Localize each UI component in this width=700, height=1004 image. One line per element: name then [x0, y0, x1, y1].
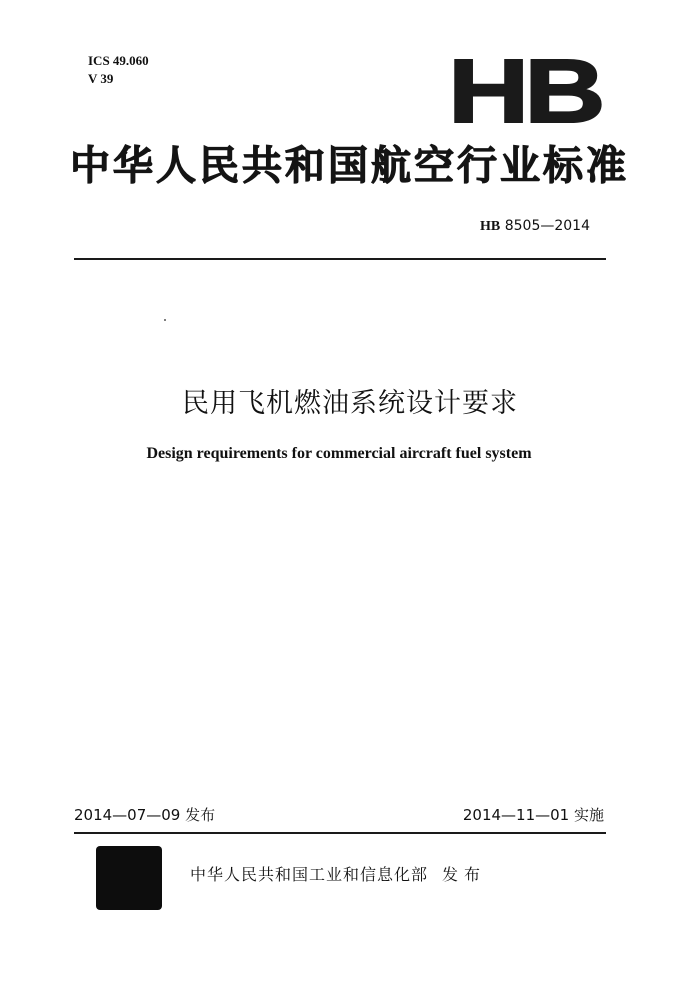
standard-prefix: HB — [480, 219, 501, 234]
bottom-divider — [74, 832, 606, 834]
standard-category-title: 中华人民共和国航空行业标准 — [70, 143, 629, 189]
publisher-line — [190, 863, 486, 887]
top-divider — [74, 258, 606, 260]
scan-speck — [164, 319, 166, 321]
issue-date: 2014—07—09 发布 — [74, 806, 216, 824]
standard-number — [480, 218, 590, 235]
ics-code: ICS 49.060 — [88, 53, 149, 68]
hb-logo: HB — [448, 42, 601, 142]
ccs-code: V 39 — [88, 71, 114, 86]
implementation-date: 2014—11—01 实施 — [462, 806, 604, 824]
english-title: Design requirements for commercial aircraft fuel system — [146, 445, 532, 462]
publisher-name: 中华人民共和国工业和信息化部 — [190, 865, 429, 884]
publisher-logo — [96, 846, 162, 910]
classification-codes — [88, 52, 149, 88]
publish-action: 发布 — [442, 865, 487, 884]
standard-code: 8505—2014 — [504, 218, 590, 234]
chinese-title: 民用飞机燃油系统设计要求 — [182, 388, 518, 419]
